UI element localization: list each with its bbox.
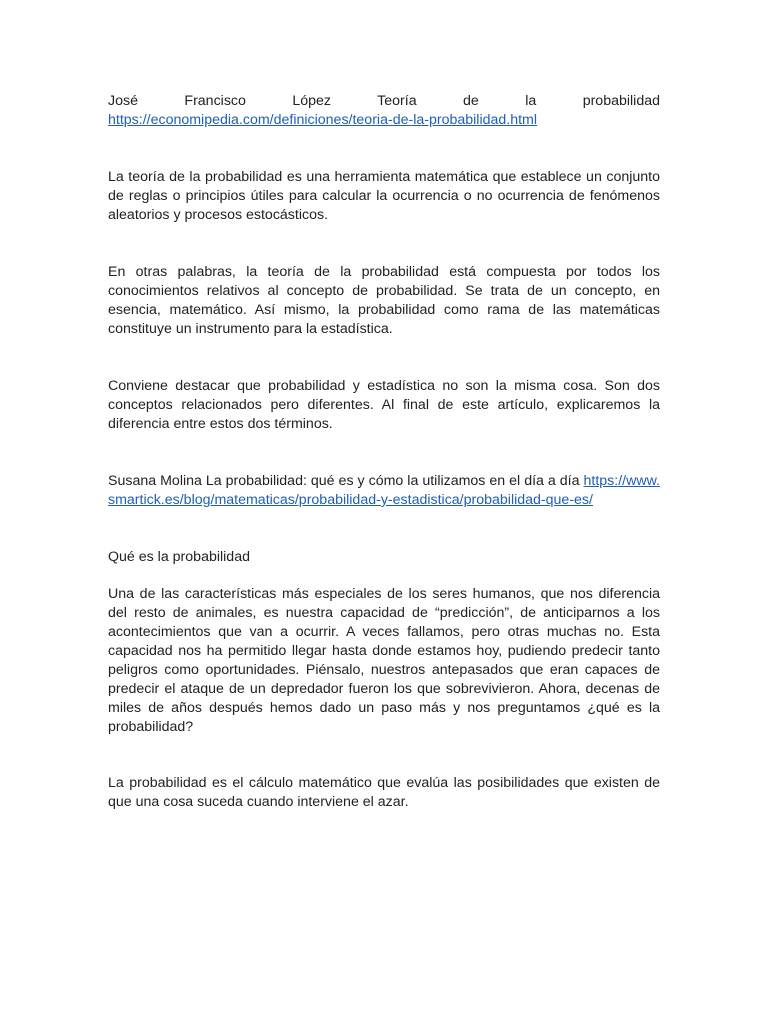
spacer <box>108 510 660 548</box>
spacer <box>108 737 660 774</box>
document-page <box>108 92 660 812</box>
reference-1-link[interactable]: https://economipedia.com/definiciones/teoria-de-la-probabilidad.html <box>108 112 538 128</box>
spacer <box>108 339 660 377</box>
paragraph-conviene-destacar: Conviene destacar que probabilidad y estadística no son la misma cosa. Son dos conceptos relacionados pero diferentes. Al final de este artículo, explicaremos la diferencia entre estos dos términos. <box>108 378 660 432</box>
paragraph-definition: La teoría de la probabilidad es una herramienta matemática que establece un conjunto de reglas o principios útiles para calcular la ocurrencia o no ocurrencia de fenómenos aleatorios y procesos estocásticos. <box>108 169 660 223</box>
spacer <box>108 225 660 263</box>
reference-2-citation <box>108 472 660 510</box>
paragraph-otras-palabras: En otras palabras, la teoría de la probabilidad está compuesta por todos los conocimientos relativos al concepto de probabilidad. Se trata de un concepto, en esencia, matemático. Así mismo, la probabilidad como rama de las matemáticas constituye un instrumento para la estadística. <box>108 264 660 337</box>
reference-2-link[interactable]: https://www.smartick.es/blog/matematicas/probabilidad-y-estadistica/probabilidad-que-es/ <box>108 473 660 508</box>
section-heading: Qué es la probabilidad <box>108 549 250 565</box>
paragraph-prediccion: Una de las características más especiales de los seres humanos, que nos diferencia del resto de animales, es nuestra capacidad de “predicción”, de anticiparnos a los acontecimientos que van a ocurrir. A veces fallamos, pero otras muchas no. Esta capacidad nos ha permitido llegar hasta donde estamos hoy, pudiendo predecir tanto peligros como oportunidades. Piénsalo, nuestros antepasados que eran capaces de predecir el ataque de un depredador fueron los que sobrevivieron. Ahora, decenas de miles de años después hemos dado un paso más y nos preguntamos ¿qué es la probabilidad? <box>108 586 660 735</box>
reference-2-text: Susana Molina La probabilidad: qué es y cómo la utilizamos en el día a día <box>108 473 580 489</box>
spacer <box>108 434 660 472</box>
paragraph-calculo: La probabilidad es el cálculo matemático que evalúa las posibilidades que existen de que una cosa suceda cuando interviene el azar. <box>108 775 660 810</box>
spacer <box>108 567 660 585</box>
spacer <box>108 130 660 168</box>
reference-1-url-line <box>108 111 660 130</box>
reference-1-citation: José Francisco López Teoría de la probabilidad <box>108 93 660 109</box>
